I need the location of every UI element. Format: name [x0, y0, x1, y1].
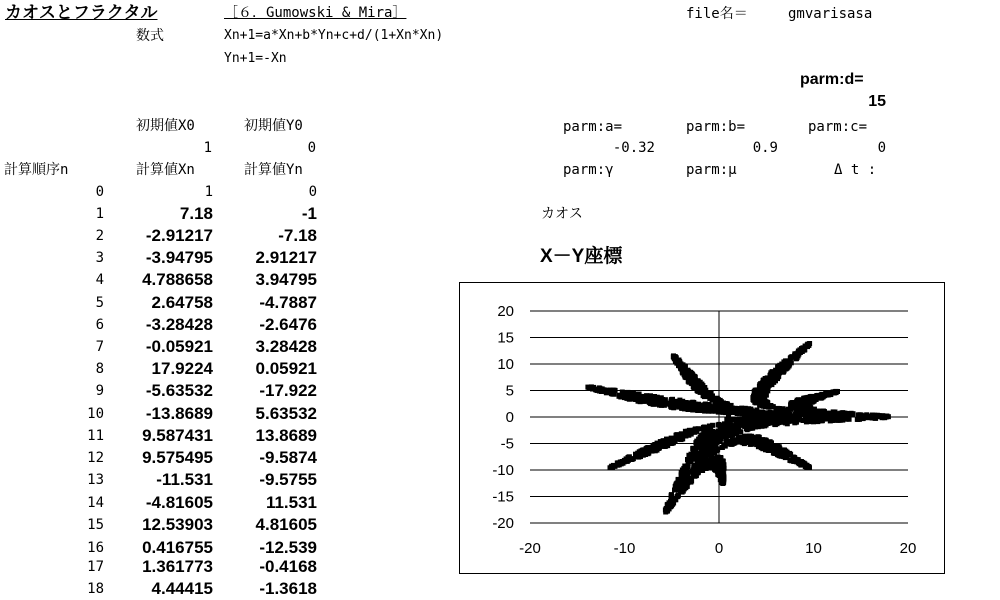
orbit-point — [762, 420, 767, 425]
orbit-point — [742, 434, 747, 439]
orbit-point — [762, 440, 767, 445]
x0-label: 初期値X0 — [136, 118, 195, 134]
row-y-value: 0 — [308, 184, 317, 200]
row-index: 10 — [87, 406, 104, 422]
orbit-point — [593, 387, 598, 392]
orbit-point — [777, 369, 782, 374]
orbit-point — [768, 441, 773, 446]
orbit-point — [751, 412, 756, 417]
orbit-point — [796, 417, 801, 422]
orbit-point — [757, 443, 762, 448]
x-tick-label: 0 — [714, 540, 724, 557]
row-y-value: 3.28428 — [255, 337, 317, 356]
row-y-value: -9.5874 — [259, 448, 317, 467]
orbit-point — [695, 405, 700, 410]
row-index: 13 — [87, 472, 104, 488]
orbit-point — [805, 418, 810, 423]
row-index: 9 — [95, 383, 104, 399]
orbit-point — [690, 467, 695, 472]
orbit-point — [699, 440, 704, 445]
orbit-point — [622, 459, 627, 464]
param-mu-label: parm:μ — [686, 162, 737, 178]
orbit-point — [790, 415, 795, 420]
param-b-value: 0.9 — [752, 140, 778, 156]
orbit-point — [685, 469, 690, 474]
row-index: 14 — [87, 495, 104, 511]
orbit-point — [796, 350, 801, 355]
orbit-point — [773, 422, 778, 427]
orbit-point — [784, 453, 789, 458]
orbit-point — [777, 406, 782, 411]
orbit-point — [882, 415, 887, 420]
orbit-point — [764, 376, 769, 381]
row-index: 3 — [95, 250, 104, 266]
row-y-value: -1 — [301, 204, 317, 223]
row-y-value: -12.539 — [259, 538, 317, 557]
orbit-point — [749, 425, 754, 430]
orbit-point — [828, 390, 833, 395]
orbit-point — [877, 413, 882, 418]
row-x-value: -5.63532 — [145, 381, 213, 400]
row-y-value: -2.6476 — [259, 315, 317, 334]
row-y-value: 11.531 — [265, 493, 317, 512]
orbit-point — [718, 431, 723, 436]
row-x-value: 9.587431 — [142, 426, 213, 445]
y-tick-label: -10 — [492, 462, 514, 479]
orbit-point — [792, 456, 797, 461]
row-index: 15 — [87, 517, 104, 533]
row-x-value: 12.53903 — [142, 515, 213, 534]
orbit-point — [680, 478, 685, 483]
y-tick-label: -20 — [492, 515, 514, 532]
orbit-point — [802, 411, 807, 416]
orbit-point — [656, 400, 661, 405]
orbit-point — [803, 399, 808, 404]
orbit-point — [680, 402, 685, 407]
orbit-point — [840, 418, 845, 423]
row-y-value: 0.05921 — [255, 359, 317, 378]
row-x-value: -3.28428 — [145, 315, 213, 334]
orbit-point — [662, 403, 667, 408]
row-x-value: 2.64758 — [151, 293, 213, 312]
mode-label: カオス — [541, 206, 583, 222]
row-index: 4 — [95, 272, 104, 288]
orbit-point — [811, 396, 816, 401]
orbit-point — [676, 477, 681, 482]
param-d-label: parm:d= — [800, 71, 864, 88]
col-header-n: 計算順序n — [4, 162, 69, 178]
param-b-label: parm:b= — [686, 119, 746, 135]
chart-title: X－Y座標 — [540, 246, 623, 267]
row-index: 11 — [87, 428, 104, 444]
orbit-point — [615, 463, 620, 468]
xy-scatter-plot — [460, 283, 944, 573]
file-label: file名＝ — [686, 6, 748, 22]
row-index: 16 — [87, 540, 104, 556]
orbit-point — [774, 449, 779, 454]
orbit-point — [782, 414, 787, 419]
orbit-point — [703, 465, 708, 470]
orbit-point — [695, 456, 700, 461]
orbit-point — [811, 413, 816, 418]
orbit-point — [659, 441, 664, 446]
orbit-point — [834, 411, 839, 416]
row-y-value: -1.3618 — [259, 579, 317, 598]
col-header-y: 計算値Yn — [244, 162, 303, 178]
orbit-point — [717, 457, 722, 462]
row-x-value: 0.416755 — [142, 538, 213, 557]
y-tick-label: -15 — [492, 488, 514, 506]
orbit-point — [763, 381, 768, 386]
orbit-point — [859, 413, 864, 418]
row-index: 6 — [95, 317, 104, 333]
param-a-value: -0.32 — [612, 140, 655, 156]
orbit-point — [779, 454, 784, 459]
file-name: gmvarisasa — [788, 6, 873, 22]
y0-value: 0 — [307, 140, 316, 156]
orbit-point — [769, 377, 774, 382]
x-tick-label: -20 — [519, 540, 541, 557]
orbit-point — [740, 411, 745, 416]
orbit-point — [735, 409, 740, 414]
y-tick-label: 0 — [505, 409, 514, 426]
orbit-point — [816, 393, 821, 398]
orbit-point — [650, 397, 655, 402]
orbit-point — [715, 463, 720, 468]
orbit-point — [756, 412, 761, 417]
orbit-point — [629, 457, 634, 462]
row-index: 7 — [95, 339, 104, 355]
orbit-point — [803, 462, 808, 467]
orbit-point — [690, 446, 695, 451]
orbit-point — [701, 386, 706, 391]
orbit-point — [846, 415, 851, 420]
orbit-point — [757, 403, 762, 408]
orbit-point — [647, 447, 652, 452]
orbit-point — [727, 440, 732, 445]
y-tick-label: -5 — [500, 435, 514, 453]
orbit-point — [696, 468, 701, 473]
orbit-point — [667, 440, 672, 445]
row-x-value: -13.8689 — [145, 404, 213, 423]
row-index: 12 — [87, 450, 104, 466]
orbit-point — [753, 388, 758, 393]
orbit-point — [757, 394, 762, 399]
orbit-point — [786, 360, 791, 365]
orbit-point — [602, 389, 607, 394]
orbit-point — [806, 343, 811, 348]
orbit-point — [701, 433, 706, 438]
row-x-value: 7.18 — [179, 204, 213, 223]
param-dt-label: Δ t : — [834, 162, 877, 178]
orbit-point — [713, 468, 718, 473]
row-y-value: 2.91217 — [255, 248, 317, 267]
orbit-point — [692, 451, 697, 456]
param-gamma-label: parm:γ — [563, 162, 614, 178]
orbit-point — [636, 452, 641, 457]
xy-chart — [459, 282, 945, 574]
orbit-point — [694, 429, 699, 434]
orbit-point — [609, 391, 614, 396]
y-tick-label: 5 — [505, 382, 514, 400]
orbit-point — [673, 439, 678, 444]
y-tick-label: 10 — [497, 356, 514, 373]
row-index: 5 — [95, 295, 104, 311]
row-x-value: 17.9224 — [151, 359, 213, 378]
row-x-value: -4.81605 — [145, 493, 213, 512]
row-y-value: 4.81605 — [255, 515, 317, 534]
row-y-value: -17.922 — [259, 381, 317, 400]
orbit-point — [710, 423, 715, 428]
orbit-point — [625, 390, 630, 395]
row-y-value: -7.18 — [278, 226, 317, 245]
orbit-point — [669, 399, 674, 404]
orbit-point — [685, 464, 690, 469]
orbit-point — [757, 384, 762, 389]
orbit-point — [654, 444, 659, 449]
orbit-point — [762, 402, 767, 407]
app-title: カオスとフラクタル — [5, 3, 158, 23]
orbit-point — [702, 425, 707, 430]
row-index: 2 — [95, 228, 104, 244]
row-x-value: 9.575495 — [142, 448, 213, 467]
orbit-point — [686, 430, 691, 435]
row-index: 17 — [87, 559, 104, 575]
orbit-point — [794, 356, 799, 361]
orbit-point — [702, 448, 707, 453]
orbit-point — [709, 436, 714, 441]
orbit-point — [635, 394, 640, 399]
orbit-point — [772, 415, 777, 420]
row-x-value: -2.91217 — [145, 226, 213, 245]
param-c-value: 0 — [877, 140, 886, 156]
orbit-point — [727, 424, 732, 429]
orbit-point — [800, 345, 805, 350]
orbit-point — [688, 370, 693, 375]
orbit-point — [676, 487, 681, 492]
orbit-point — [867, 414, 872, 419]
orbit-points — [585, 341, 891, 515]
row-y-value: 3.94795 — [255, 270, 317, 289]
row-y-value: -4.7887 — [259, 293, 317, 312]
orbit-point — [642, 396, 647, 401]
x-tick-label: 20 — [899, 540, 917, 557]
param-d-value: 15 — [868, 93, 886, 110]
orbit-point — [755, 424, 760, 429]
orbit-point — [620, 392, 625, 397]
orbit-point — [669, 405, 674, 410]
orbit-point — [692, 384, 697, 389]
orbit-point — [691, 473, 696, 478]
formula-label: 数式 — [136, 28, 164, 44]
orbit-point — [684, 369, 689, 374]
row-index: 8 — [95, 361, 104, 377]
row-y-value: -9.5755 — [259, 470, 317, 489]
orbit-point — [767, 382, 772, 387]
row-x-value: 1 — [204, 184, 213, 200]
orbit-point — [669, 492, 674, 497]
orbit-point — [681, 489, 686, 494]
orbit-point — [790, 354, 795, 359]
orbit-point — [751, 398, 756, 403]
row-index: 18 — [87, 581, 104, 597]
orbit-point — [795, 404, 800, 409]
orbit-point — [668, 504, 673, 509]
x-tick-label: 10 — [805, 540, 822, 557]
row-x-value: 4.44415 — [151, 579, 213, 598]
param-a-label: parm:a= — [563, 119, 623, 135]
orbit-point — [687, 407, 692, 412]
orbit-point — [679, 437, 684, 442]
orbit-point — [685, 480, 690, 485]
orbit-point — [717, 422, 722, 427]
y-tick-label: 20 — [497, 303, 514, 320]
col-header-x: 計算値Xn — [136, 162, 195, 178]
orbit-point — [671, 499, 676, 504]
row-x-value: 1.361773 — [142, 557, 213, 576]
row-y-value: 5.63532 — [255, 404, 317, 423]
orbit-point — [689, 376, 694, 381]
orbit-point — [675, 494, 680, 499]
orbit-point — [734, 424, 739, 429]
orbit-point — [721, 470, 726, 475]
orbit-point — [697, 387, 702, 392]
y-tick-label: 15 — [497, 329, 514, 347]
row-x-value: -11.531 — [156, 470, 213, 489]
orbit-point — [722, 424, 727, 429]
orbit-point — [739, 439, 744, 444]
orbit-point — [782, 419, 787, 424]
orbit-point — [822, 392, 827, 397]
formula-line-2: Yn+1=-Xn — [224, 51, 287, 66]
x-tick-label: -10 — [613, 540, 636, 557]
orbit-point — [833, 390, 838, 395]
row-x-value: 4.788658 — [142, 270, 213, 289]
row-x-value: -3.94795 — [145, 248, 213, 267]
orbit-point — [807, 406, 812, 411]
orbit-point — [730, 406, 735, 411]
x0-value: 1 — [203, 140, 212, 156]
orbit-point — [690, 400, 695, 405]
orbit-point — [776, 414, 781, 419]
row-y-value: -0.4168 — [259, 557, 317, 576]
orbit-point — [716, 437, 721, 442]
row-index: 1 — [95, 206, 104, 222]
orbit-point — [678, 365, 683, 370]
y0-label: 初期値Y0 — [244, 118, 303, 134]
param-c-label: parm:c= — [808, 119, 868, 135]
row-y-value: 13.8689 — [255, 426, 317, 445]
orbit-point — [729, 417, 734, 422]
orbit-point — [722, 402, 727, 407]
orbit-point — [711, 407, 716, 412]
row-index: 0 — [95, 184, 104, 200]
row-x-value: -0.05921 — [145, 337, 213, 356]
formula-line-1: Xn+1=a*Xn+b*Yn+c+d/(1+Xn*Xn) — [224, 28, 444, 43]
orbit-point — [714, 398, 719, 403]
section-title: ［６．Gumowski & Mira］ — [224, 5, 407, 21]
orbit-point — [609, 464, 614, 469]
orbit-point — [745, 417, 750, 422]
